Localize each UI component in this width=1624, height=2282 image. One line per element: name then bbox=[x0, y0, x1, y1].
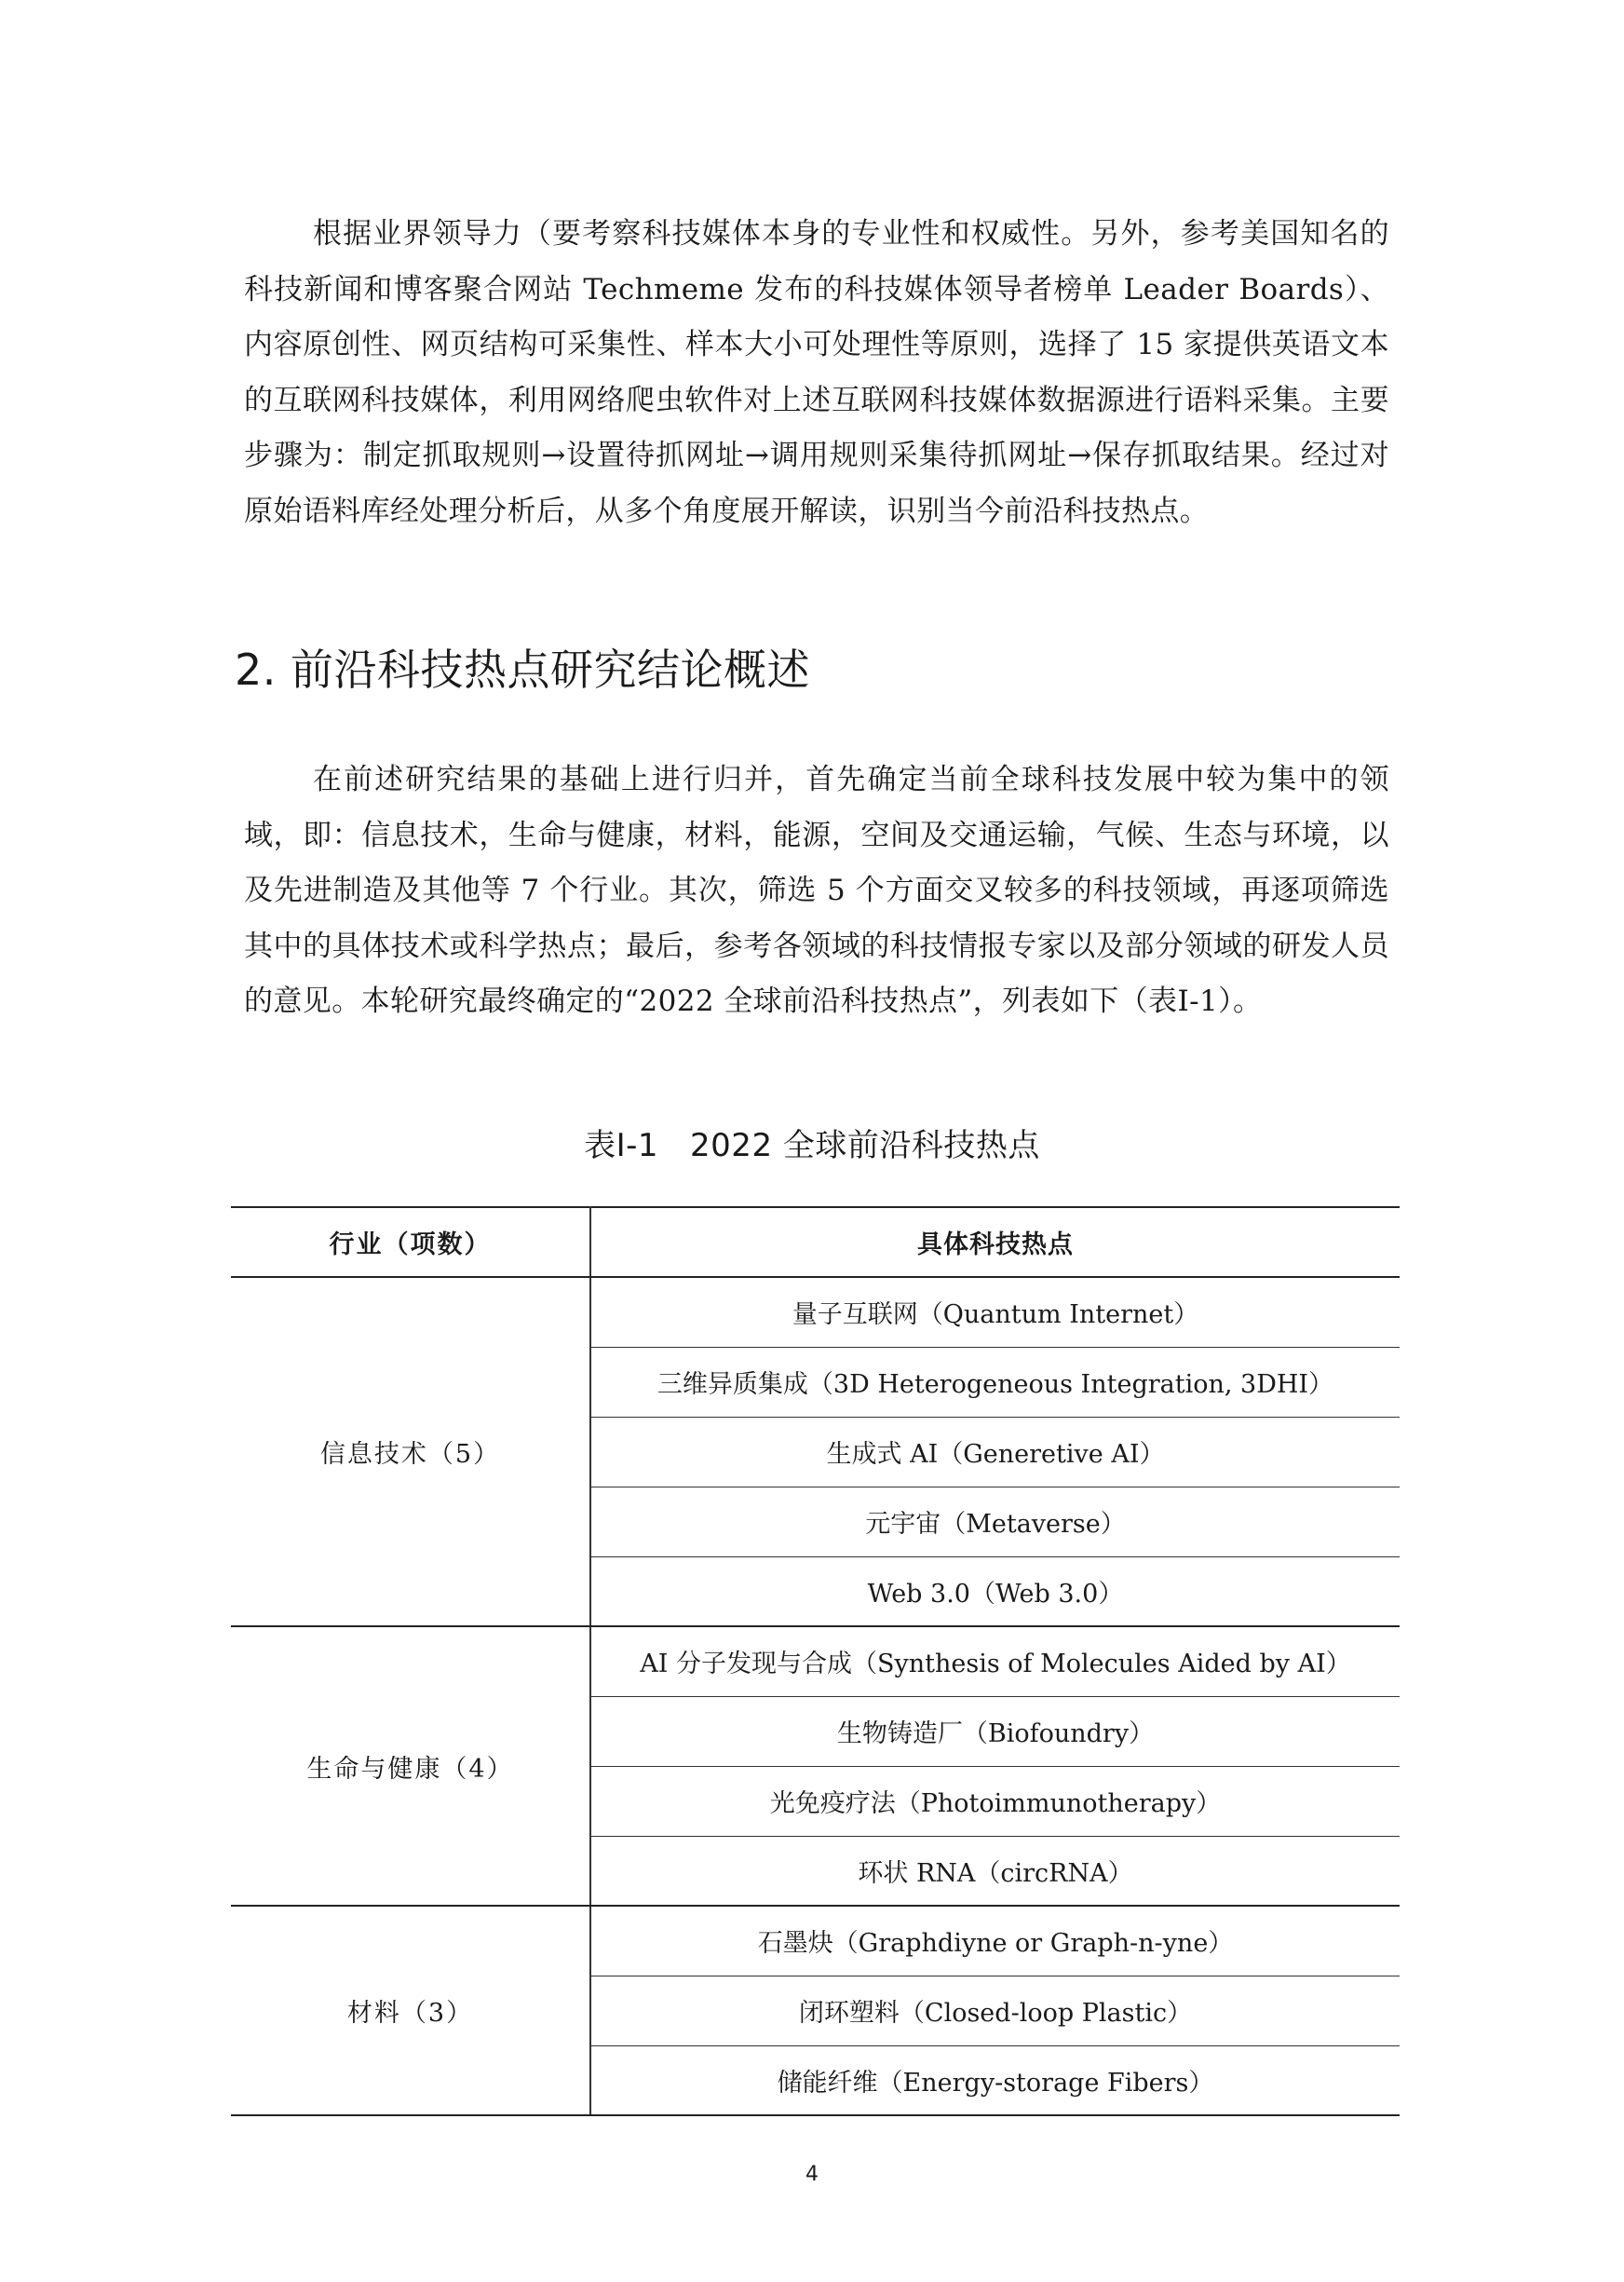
topic-cell: 生成式 AI（Generetive AI） bbox=[590, 1417, 1400, 1487]
industry-cell: 信息技术（5） bbox=[231, 1277, 590, 1626]
topic-cell: 光免疫疗法（Photoimmunotherapy） bbox=[590, 1766, 1400, 1836]
topic-cell: 量子互联网（Quantum Internet） bbox=[590, 1277, 1400, 1347]
industry-cell: 生命与健康（4） bbox=[231, 1626, 590, 1906]
table-header-row bbox=[231, 1207, 1400, 1277]
page-number: 4 bbox=[805, 2163, 819, 2186]
topic-cell: 三维异质集成（3D Heterogeneous Integration, 3DHI） bbox=[590, 1347, 1400, 1417]
topic-cell: AI 分子发现与合成（Synthesis of Molecules Aided by AI） bbox=[590, 1626, 1400, 1696]
summary-paragraph: 在前述研究结果的基础上进行归并，首先确定当前全球科技发展中较为集中的领域，即：信息技术，生命与健康，材料，能源，空间及交通运输，气候、生态与环境，以及先进制造及其他等 7 个行业。其次，筛选 5 个方面交叉较多的科技领域，再逐项筛选其中的具体技术或科学热点；最后，参考各领域的科技情报专家以及部分领域的研发人员的意见。本轮研究最终确定的“2022 全球前沿科技热点”，列表如下（表Ⅰ-1）。 bbox=[244, 763, 1389, 1018]
topic-cell: 生物铸造厂（Biofoundry） bbox=[590, 1696, 1400, 1766]
industry-cell: 材料（3） bbox=[231, 1906, 590, 2115]
table-caption-number: 表Ⅰ-1 bbox=[584, 1127, 659, 1164]
topic-cell: 闭环塑料（Closed-loop Plastic） bbox=[590, 1976, 1400, 2045]
table-caption-title: 2022 全球前沿科技热点 bbox=[690, 1127, 1040, 1164]
topic-cell: 元宇宙（Metaverse） bbox=[590, 1487, 1400, 1556]
intro-paragraph: 根据业界领导力（要考察科技媒体本身的专业性和权威性。另外，参考美国知名的科技新闻和博客聚合网站 Techmeme 发布的科技媒体领导者榜单 Leader Boards）、内容原创性、网页结构可采集性、样本大小可处理性等原则，选择了 15 家提供英语文本的互联网科技媒体，利用网络爬虫软件对上述互联网科技媒体数据源进行语料采集。主要步骤为：制定抓取规则→设置待抓网址→调用规则采集待抓网址→保存抓取结果。经过对原始语料库经处理分析后，从多个角度展开解读，识别当今前沿科技热点。 bbox=[244, 217, 1389, 528]
table-row bbox=[231, 1906, 1400, 1976]
hot-topics-table bbox=[231, 1206, 1400, 2116]
table-row bbox=[231, 1277, 1400, 1347]
topic-cell: 石墨炔（Graphdiyne or Graph-n-yne） bbox=[590, 1906, 1400, 1976]
section-heading: 2. 前沿科技热点研究结论概述 bbox=[235, 645, 811, 695]
topic-cell: 储能纤维（Energy-storage Fibers） bbox=[590, 2045, 1400, 2115]
table-caption bbox=[0, 1120, 1624, 1165]
topic-cell: 环状 RNA（circRNA） bbox=[590, 1836, 1400, 1906]
header-topic: 具体科技热点 bbox=[590, 1207, 1400, 1277]
table-row bbox=[231, 1626, 1400, 1696]
header-industry: 行业（项数） bbox=[231, 1207, 590, 1277]
topic-cell: Web 3.0（Web 3.0） bbox=[590, 1556, 1400, 1626]
